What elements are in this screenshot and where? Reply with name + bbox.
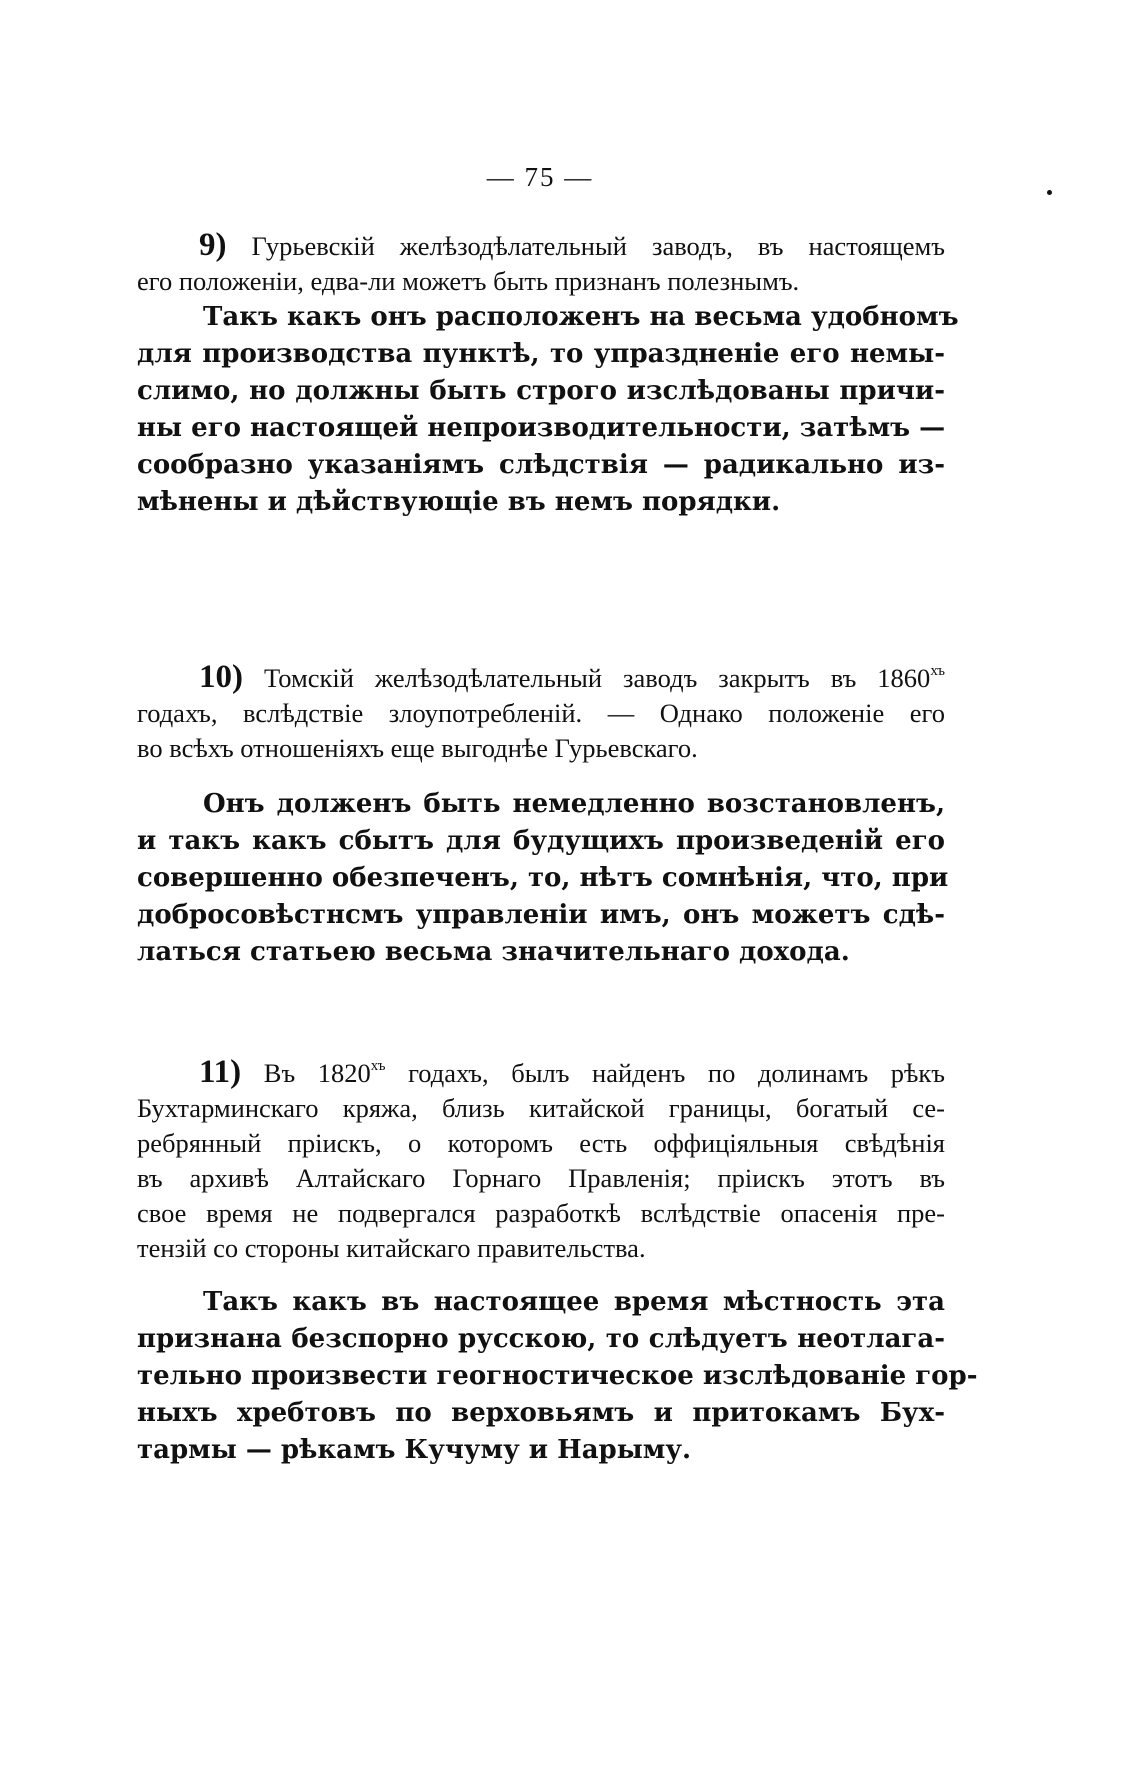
section-11-resolution [137, 1284, 978, 1469]
text-line: годахъ, вслѣдствіе злоупотребленій. — Однако положеніе его [137, 698, 945, 728]
section-number: 10) [199, 659, 243, 695]
section-11-text [137, 1055, 945, 1266]
section-9-text [137, 228, 945, 299]
superscript: хъ [370, 1058, 386, 1074]
section-9-resolution [137, 299, 959, 521]
text-line: для производства пунктѣ, то упраздненіе его немы- [137, 339, 945, 369]
section-11 [137, 1054, 978, 1469]
text-line: его положеніи, едва-ли можетъ быть признанъ полезнымъ. [137, 266, 800, 296]
section-number: 9) [199, 227, 227, 263]
text-line: Такъ какъ въ настоящее время мѣстность эта [203, 1287, 945, 1317]
text-line: 9) Гурьевскій желѣзодѣлательный заводъ, въ настоящемъ [199, 227, 945, 263]
section-10-text [137, 660, 945, 766]
text-line: 11) Въ $1820^{хъ}$ годахъ, былъ найденъ по долинамъ рѣкъ [199, 1054, 945, 1090]
section-10-resolution [137, 786, 949, 971]
superscript: хъ [930, 663, 945, 679]
text-line: тармы — рѣкамъ Кучуму и Нарыму. [137, 1435, 692, 1465]
text-line: слимо, но должны быть строго изслѣдованы причи- [137, 376, 945, 406]
text-line: Онъ долженъ быть немедленно возстановленъ, [203, 789, 945, 819]
text-line: ныхъ хребтовъ по верховьямъ и притокамъ Бух- [137, 1398, 945, 1428]
text-line: и такъ какъ сбытъ для будущихъ произведеній его [137, 826, 945, 856]
text-line: ребрянный пріискъ, о которомъ есть оффиціяльныя свѣдѣнія [137, 1128, 945, 1158]
text-line: признана безспорно русскою, то слѣдуетъ неотлага- [137, 1324, 945, 1354]
text-line: во всѣхъ отношеніяхъ еще выгоднѣе Гурьевскаго. [137, 733, 698, 763]
text-line: латься статьею весьма значительнаго дохода. [137, 937, 850, 967]
text-line: Бухтарминскаго кряжа, близь китайской границы, богатый се- [137, 1093, 945, 1123]
text-line: сообразно указаніямъ слѣдствія — радикально из- [137, 450, 945, 480]
text-line: въ архивѣ Алтайскаго Горнаго Правленія; пріискъ этотъ въ [137, 1163, 945, 1193]
section-9 [137, 227, 959, 521]
text-line: мѣнены и дѣйствующіе въ немъ порядки. [137, 487, 781, 517]
text-line: тельно произвести геогностическое изслѣдованіе гор- [137, 1361, 978, 1391]
text-line: 10) Томскій желѣзодѣлательный заводъ закрытъ въ $1860^{хъ}$ [199, 659, 945, 695]
page-number: — 75 — [486, 162, 594, 192]
text-line: добросовѣстнсмъ управленіи имъ, онъ можетъ сдѣ- [137, 900, 945, 930]
text-line: совершенно обезпеченъ, то, нѣтъ сомнѣнія, что, при [137, 863, 949, 893]
text-line: Такъ какъ онъ расположенъ на весьма удобномъ [203, 302, 959, 332]
text-line: тензій со стороны китайскаго правительства. [137, 1233, 646, 1263]
section-10 [137, 659, 949, 971]
text-line: ны его настоящей непроизводительности, затѣмъ — [137, 413, 946, 443]
section-number: 11) [199, 1054, 242, 1090]
ink-speck [1047, 190, 1052, 195]
text-line: свое время не подвергался разработкѣ вслѣдствіе опасенія пре- [137, 1198, 945, 1228]
